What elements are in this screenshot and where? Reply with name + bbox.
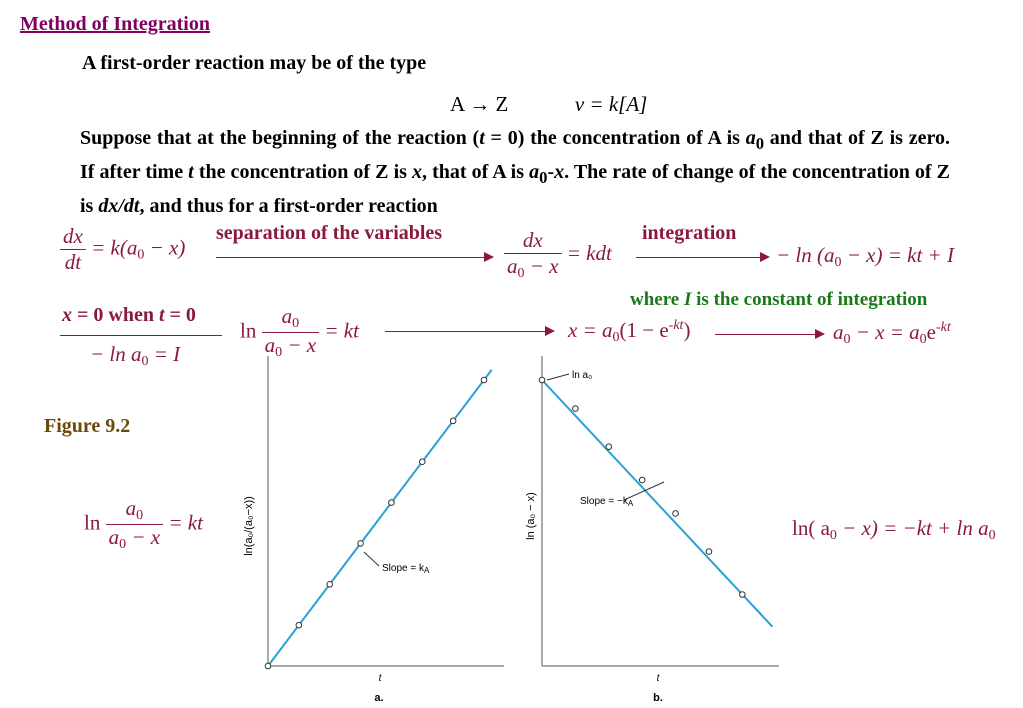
frac-numerator: dx bbox=[60, 224, 86, 250]
para-var-a: a bbox=[745, 127, 756, 149]
panel-b-slope-pointer bbox=[624, 482, 664, 500]
ln-label: ln bbox=[240, 318, 257, 343]
final-e: e bbox=[926, 320, 936, 344]
log-ratio-num bbox=[262, 304, 320, 333]
left-fraction bbox=[106, 496, 164, 553]
para-text-8: , and thus for a first-order reaction bbox=[139, 195, 438, 217]
panel-a-xlabel: t bbox=[378, 673, 382, 684]
para-var-t2: t bbox=[188, 161, 194, 183]
data-point bbox=[573, 406, 579, 412]
left-den-sub: 0 bbox=[119, 537, 127, 552]
int-res-end: − x) = kt + I bbox=[841, 243, 954, 267]
rate-rhs-end: − x) bbox=[144, 235, 186, 260]
cond-x: x bbox=[62, 304, 72, 326]
sep-rhs: = kdt bbox=[566, 240, 612, 265]
lr-num-sub: 0 bbox=[292, 316, 300, 331]
integration-arrow-head bbox=[760, 252, 770, 262]
constant-note bbox=[630, 289, 927, 311]
cond-end: = 0 bbox=[164, 304, 196, 326]
panel-a-slope-label: Slope = $k_A$ bbox=[382, 563, 430, 575]
integration-label: integration bbox=[642, 222, 737, 244]
cond-res-a: − ln a bbox=[90, 342, 142, 366]
right-sub: 0 bbox=[829, 528, 837, 543]
data-point bbox=[706, 549, 712, 555]
left-den-end: − x bbox=[126, 525, 161, 549]
rearrange-arrow-head bbox=[545, 326, 555, 336]
int-res-a: − ln (a bbox=[776, 243, 835, 267]
log-ratio-equation bbox=[240, 304, 359, 361]
dx-dt-fraction bbox=[60, 224, 86, 275]
series-line-a bbox=[268, 370, 492, 666]
cond-res-end: = I bbox=[148, 342, 181, 366]
condition-result bbox=[90, 342, 180, 370]
lr-den-end: − x bbox=[282, 333, 317, 357]
figure-9-2-plots bbox=[234, 356, 784, 708]
right-log-equation bbox=[792, 516, 996, 544]
right-sub2: 0 bbox=[988, 528, 996, 543]
condition-divider bbox=[60, 335, 222, 336]
panel-b-xlabel: t bbox=[656, 673, 660, 684]
xsol-sup: -kt bbox=[668, 318, 684, 333]
data-point bbox=[389, 500, 395, 506]
final-mid: − x = a bbox=[850, 320, 920, 344]
panel-a-slope-pointer bbox=[364, 552, 379, 566]
note-pre: where bbox=[630, 289, 684, 310]
separation-label: separation of the variables bbox=[216, 222, 443, 244]
para-var-dxdt: dx/dt bbox=[98, 195, 140, 217]
final-arrow-head bbox=[815, 329, 825, 339]
data-point bbox=[606, 444, 612, 450]
xsol-sub: 0 bbox=[612, 330, 620, 345]
para-text-1: Suppose that at the beginning of the reaction ( bbox=[80, 127, 480, 149]
cond-t: t bbox=[158, 304, 165, 326]
intro-text: A first-order reaction may be of the type bbox=[82, 52, 427, 74]
data-point bbox=[296, 622, 302, 628]
final-sub: 0 bbox=[843, 332, 851, 347]
data-point bbox=[358, 541, 364, 547]
lr-den-a: a bbox=[264, 333, 276, 357]
separation-arrow-line bbox=[216, 257, 484, 258]
para-text-3: and that of Z is zero. If after time bbox=[80, 127, 950, 183]
final-sup: -kt bbox=[936, 320, 951, 335]
left-den-a: a bbox=[108, 525, 120, 549]
log-ratio-rhs: = kt bbox=[324, 318, 359, 343]
data-point bbox=[265, 663, 271, 669]
para-var-x2: x bbox=[554, 161, 565, 183]
data-point bbox=[539, 377, 545, 383]
sep-numerator: dx bbox=[504, 228, 562, 254]
panel-b-caption: b. bbox=[653, 692, 663, 704]
data-point bbox=[740, 592, 746, 598]
panel-b-slope-label: Slope = $-k_A$ bbox=[580, 496, 634, 508]
integrated-equation bbox=[776, 243, 954, 271]
separated-fraction bbox=[504, 228, 562, 282]
data-point bbox=[419, 459, 425, 465]
page-title: Method of Integration bbox=[20, 13, 210, 35]
separated-equation bbox=[504, 228, 612, 282]
xsol-mid: (1 − e bbox=[619, 318, 669, 342]
left-log-equation bbox=[84, 496, 203, 553]
reaction-rate: v = k[A] bbox=[574, 92, 648, 116]
left-num-a: a bbox=[125, 496, 137, 520]
final-equation bbox=[833, 320, 951, 348]
figure-label: Figure 9.2 bbox=[44, 415, 131, 437]
data-point bbox=[673, 511, 679, 517]
reaction-equation bbox=[450, 92, 647, 117]
frac-denominator: dt bbox=[64, 250, 82, 274]
rearrange-arrow-line bbox=[385, 331, 545, 332]
integration-arrow-line bbox=[636, 257, 760, 258]
initial-condition bbox=[62, 304, 196, 327]
data-point bbox=[450, 418, 456, 424]
explanation-paragraph bbox=[80, 124, 950, 220]
x-solution bbox=[568, 318, 690, 346]
para-sub-0: 0 bbox=[755, 134, 765, 153]
sep-den-a: a bbox=[507, 254, 518, 278]
para-text-7: . The rate of change of the concentration of Z is bbox=[80, 161, 950, 217]
lr-den-sub: 0 bbox=[275, 345, 283, 360]
para-text-2: = 0) the concentration of A is bbox=[484, 127, 746, 149]
para-sub-0b: 0 bbox=[539, 168, 548, 187]
log-ratio-fraction bbox=[262, 304, 320, 361]
data-point bbox=[327, 581, 333, 587]
panel-a-ylabel: ln(a₀/(a₀−x)) bbox=[243, 496, 255, 556]
panel-b-intercept-label: ln a₀ bbox=[572, 370, 593, 381]
data-point bbox=[639, 477, 645, 483]
panel-a bbox=[243, 356, 504, 704]
sep-den-sub: 0 bbox=[517, 266, 525, 281]
separation-arrow-head bbox=[484, 252, 494, 262]
final-sub2: 0 bbox=[919, 332, 927, 347]
para-var-a2: a bbox=[529, 161, 540, 183]
final-arrow-line bbox=[715, 334, 815, 335]
xsol-end: ) bbox=[683, 318, 691, 342]
cond-mid: = 0 when bbox=[72, 304, 159, 326]
lr-num-a: a bbox=[281, 304, 293, 328]
rate-equation bbox=[60, 224, 185, 275]
int-res-sub: 0 bbox=[834, 255, 842, 270]
sep-den-end: − x bbox=[524, 254, 559, 278]
xsol-a: x = a bbox=[568, 318, 613, 342]
left-num-sub: 0 bbox=[136, 508, 144, 523]
para-text-5: , that of A is bbox=[422, 161, 530, 183]
reaction-left: A → Z bbox=[450, 92, 509, 116]
cond-res-sub: 0 bbox=[141, 354, 149, 369]
note-I: I bbox=[684, 289, 692, 310]
series-line-b bbox=[542, 380, 772, 627]
left-den bbox=[106, 525, 164, 553]
left-num bbox=[106, 496, 164, 525]
left-ln: ln bbox=[84, 510, 101, 535]
rate-rhs-sub: 0 bbox=[137, 247, 145, 263]
para-text-4: the concentration of Z is bbox=[193, 161, 412, 183]
para-text-6: - bbox=[547, 161, 555, 183]
rate-rhs: = k(a bbox=[91, 235, 138, 260]
final-a: a bbox=[833, 320, 844, 344]
panel-b-ylabel: ln (a₀ − x) bbox=[525, 492, 537, 540]
right-pre: ln( a bbox=[792, 516, 830, 540]
panel-b bbox=[525, 356, 779, 704]
para-var-t: t bbox=[479, 127, 485, 149]
data-point bbox=[481, 377, 487, 383]
sep-denominator bbox=[504, 254, 562, 282]
para-var-x: x bbox=[412, 161, 422, 183]
left-rhs: = kt bbox=[168, 510, 203, 535]
right-mid: − x) = −kt + ln a bbox=[836, 516, 989, 540]
panel-a-caption: a. bbox=[374, 692, 384, 704]
panel-b-intercept-pointer bbox=[547, 374, 569, 380]
note-post: is the constant of integration bbox=[691, 289, 928, 310]
